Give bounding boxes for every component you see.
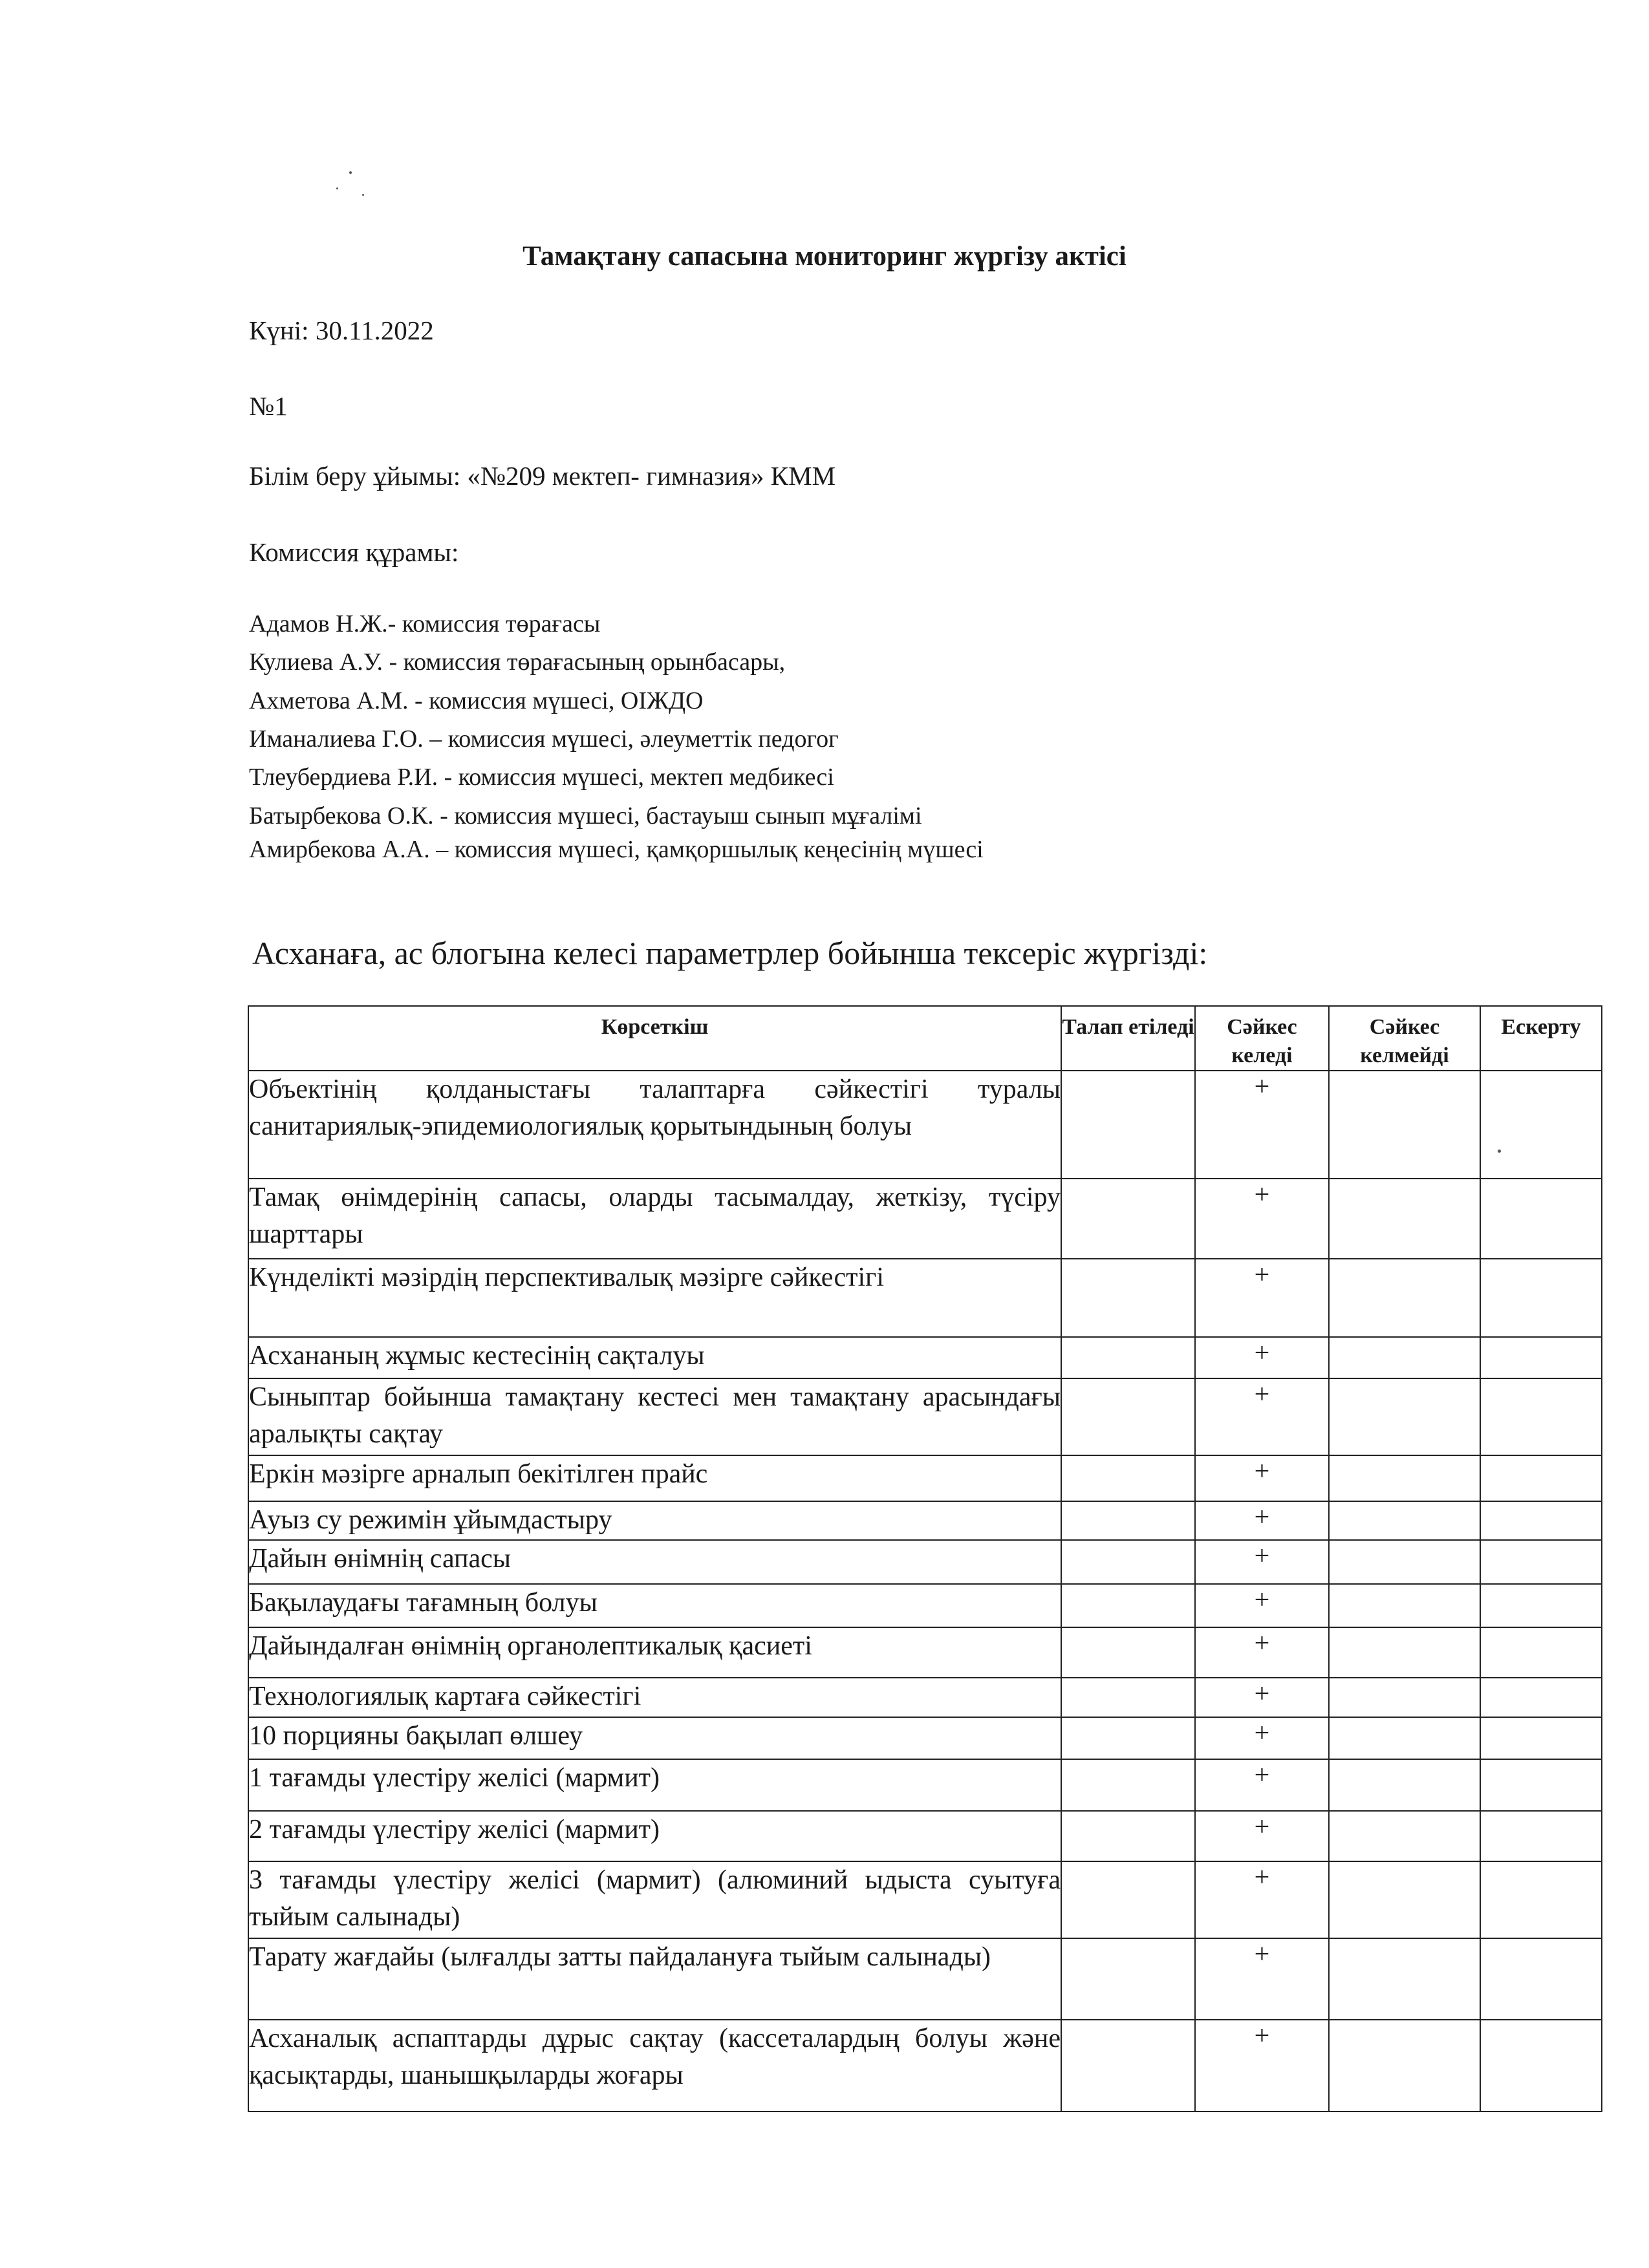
noncompliant-cell [1329, 1584, 1480, 1628]
noncompliant-cell [1329, 1501, 1480, 1541]
compliant-cell: + [1195, 1861, 1329, 1938]
indicator-cell: Сыныптар бойынша тамақтану кестесі мен тамақтану арасындағы аралықты сақтау [248, 1378, 1061, 1455]
required-cell [1061, 1861, 1195, 1938]
noncompliant-cell [1329, 1938, 1480, 2020]
table-row [248, 1811, 1602, 1861]
compliant-cell: + [1195, 2020, 1329, 2112]
note-cell [1480, 1455, 1602, 1501]
act-number: №1 [249, 391, 288, 421]
indicator-cell: Ауыз су режимін ұйымдастыру [248, 1501, 1061, 1541]
compliant-cell: + [1195, 1717, 1329, 1760]
note-cell [1480, 1717, 1602, 1760]
required-cell [1061, 1540, 1195, 1584]
table-row [248, 1678, 1602, 1717]
compliant-cell: + [1195, 1259, 1329, 1337]
noncompliant-cell [1329, 1759, 1480, 1811]
indicator-cell: Дайындалған өнімнің органолептикалық қасиеті [248, 1627, 1061, 1678]
note-cell [1480, 2020, 1602, 2112]
required-cell [1061, 1179, 1195, 1259]
noncompliant-cell [1329, 1678, 1480, 1717]
note-cell [1480, 1179, 1602, 1259]
table-header-row [248, 1006, 1602, 1071]
note-cell [1480, 1071, 1602, 1179]
noncompliant-cell [1329, 1337, 1480, 1378]
required-cell [1061, 1259, 1195, 1337]
compliant-cell: + [1195, 1759, 1329, 1811]
commission-member: Ахметова А.М. - комиссия мүшесі, ОІЖДО [249, 687, 704, 714]
note-cell [1480, 1540, 1602, 1584]
required-cell [1061, 1678, 1195, 1717]
note-cell [1480, 1938, 1602, 2020]
table-row [248, 1861, 1602, 1938]
table-row [248, 1759, 1602, 1811]
inspection-table [248, 1005, 1602, 2112]
indicator-cell: Күнделікті мәзірдің перспективалық мәзірге сәйкестігі [248, 1259, 1061, 1337]
table-row [248, 2020, 1602, 2112]
scan-speck [349, 171, 352, 174]
note-cell [1480, 1811, 1602, 1861]
compliant-cell: + [1195, 1938, 1329, 2020]
note-cell [1480, 1501, 1602, 1541]
header-noncompliant: Сәйкес келмейді [1329, 1006, 1480, 1071]
indicator-cell: 2 тағамды үлестіру желісі (мармит) [248, 1811, 1061, 1861]
compliant-cell: + [1195, 1071, 1329, 1179]
required-cell [1061, 1627, 1195, 1678]
noncompliant-cell [1329, 1071, 1480, 1179]
table-row [248, 1501, 1602, 1541]
indicator-cell: Бақылаудағы тағамның болуы [248, 1584, 1061, 1628]
note-cell [1480, 1259, 1602, 1337]
header-required: Талап етіледі [1061, 1006, 1195, 1071]
note-cell [1480, 1759, 1602, 1811]
scan-speck [336, 187, 338, 189]
compliant-cell: + [1195, 1337, 1329, 1378]
required-cell [1061, 2020, 1195, 2112]
noncompliant-cell [1329, 1540, 1480, 1584]
required-cell [1061, 1378, 1195, 1455]
noncompliant-cell [1329, 1378, 1480, 1455]
table-row [248, 1179, 1602, 1259]
commission-label: Комиссия құрамы: [249, 537, 459, 567]
commission-member: Адамов Н.Ж.- комиссия төрағасы [249, 610, 601, 637]
scan-speck [1498, 1150, 1501, 1153]
document-title: Тамақтану сапасына мониторинг жүргізу актісі [523, 241, 1126, 272]
table-row [248, 1337, 1602, 1378]
indicator-cell: Объектінің қолданыстағы талаптарға сәйкестігі туралы санитариялық-эпидемиологиялық қорытындының болуы [248, 1071, 1061, 1179]
indicator-cell: Тамақ өнімдерінің сапасы, оларды тасымалдау, жеткізу, түсіру шарттары [248, 1179, 1061, 1259]
date-line: Күні: 30.11.2022 [249, 316, 434, 345]
required-cell [1061, 1938, 1195, 2020]
required-cell [1061, 1811, 1195, 1861]
indicator-cell: Асханалық аспаптарды дұрыс сақтау (кассеталардың болуы және қасықтарды, шанышқыларды жоғары [248, 2020, 1061, 2112]
indicator-cell: 10 порцияны бақылап өлшеу [248, 1717, 1061, 1760]
header-note: Ескерту [1480, 1006, 1602, 1071]
compliant-cell: + [1195, 1811, 1329, 1861]
indicator-cell: 3 тағамды үлестіру желісі (мармит) (алюминий ыдыста суытуға тыйым салынады) [248, 1861, 1061, 1938]
required-cell [1061, 1584, 1195, 1628]
compliant-cell: + [1195, 1627, 1329, 1678]
required-cell [1061, 1455, 1195, 1501]
required-cell [1061, 1501, 1195, 1541]
note-cell [1480, 1378, 1602, 1455]
table-row [248, 1584, 1602, 1628]
commission-member: Амирбекова А.А. – комиссия мүшесі, қамқоршылық кеңесінің мүшесі [249, 836, 984, 863]
section-heading: Асханаға, ас блогына келесі параметрлер бойынша тексеріс жүргізді: [252, 935, 1208, 971]
noncompliant-cell [1329, 1455, 1480, 1501]
note-cell [1480, 1337, 1602, 1378]
note-cell [1480, 1627, 1602, 1678]
noncompliant-cell [1329, 1179, 1480, 1259]
noncompliant-cell [1329, 1717, 1480, 1760]
note-cell [1480, 1678, 1602, 1717]
header-indicator: Көрсеткіш [248, 1006, 1061, 1071]
required-cell [1061, 1759, 1195, 1811]
table-row [248, 1259, 1602, 1337]
table-row [248, 1455, 1602, 1501]
note-cell [1480, 1584, 1602, 1628]
header-compliant: Сәйкес келеді [1195, 1006, 1329, 1071]
table-row [248, 1627, 1602, 1678]
noncompliant-cell [1329, 1811, 1480, 1861]
indicator-cell: Тарату жағдайы (ылғалды затты пайдалануға тыйым салынады) [248, 1938, 1061, 2020]
noncompliant-cell [1329, 1627, 1480, 1678]
commission-member: Батырбекова О.К. - комиссия мүшесі, бастауыш сынып мұғалімі [249, 802, 922, 829]
organization-line: Білім беру ұйымы: «№209 мектеп- гимназия» КММ [249, 461, 836, 491]
compliant-cell: + [1195, 1501, 1329, 1541]
scan-speck [362, 194, 364, 196]
table-row [248, 1540, 1602, 1584]
indicator-cell: Еркін мәзірге арналып бекітілген прайс [248, 1455, 1061, 1501]
note-cell [1480, 1861, 1602, 1938]
noncompliant-cell [1329, 1861, 1480, 1938]
table-row [248, 1378, 1602, 1455]
indicator-cell: Асхананың жұмыс кестесінің сақталуы [248, 1337, 1061, 1378]
compliant-cell: + [1195, 1179, 1329, 1259]
noncompliant-cell [1329, 2020, 1480, 2112]
compliant-cell: + [1195, 1584, 1329, 1628]
commission-member: Иманалиева Г.О. – комиссия мүшесі, әлеуметтік педогог [249, 725, 839, 753]
compliant-cell: + [1195, 1540, 1329, 1584]
commission-member: Кулиева А.У. - комиссия төрағасының орынбасары, [249, 648, 786, 676]
compliant-cell: + [1195, 1455, 1329, 1501]
table-row [248, 1717, 1602, 1760]
table-row [248, 1071, 1602, 1179]
indicator-cell: Технологиялық картаға сәйкестігі [248, 1678, 1061, 1717]
required-cell [1061, 1071, 1195, 1179]
table-row [248, 1938, 1602, 2020]
required-cell [1061, 1717, 1195, 1760]
noncompliant-cell [1329, 1259, 1480, 1337]
indicator-cell: 1 тағамды үлестіру желісі (мармит) [248, 1759, 1061, 1811]
required-cell [1061, 1337, 1195, 1378]
compliant-cell: + [1195, 1678, 1329, 1717]
compliant-cell: + [1195, 1378, 1329, 1455]
commission-member: Тлеубердиева Р.И. - комиссия мүшесі, мектеп медбикесі [249, 764, 834, 791]
indicator-cell: Дайын өнімнің сапасы [248, 1540, 1061, 1584]
